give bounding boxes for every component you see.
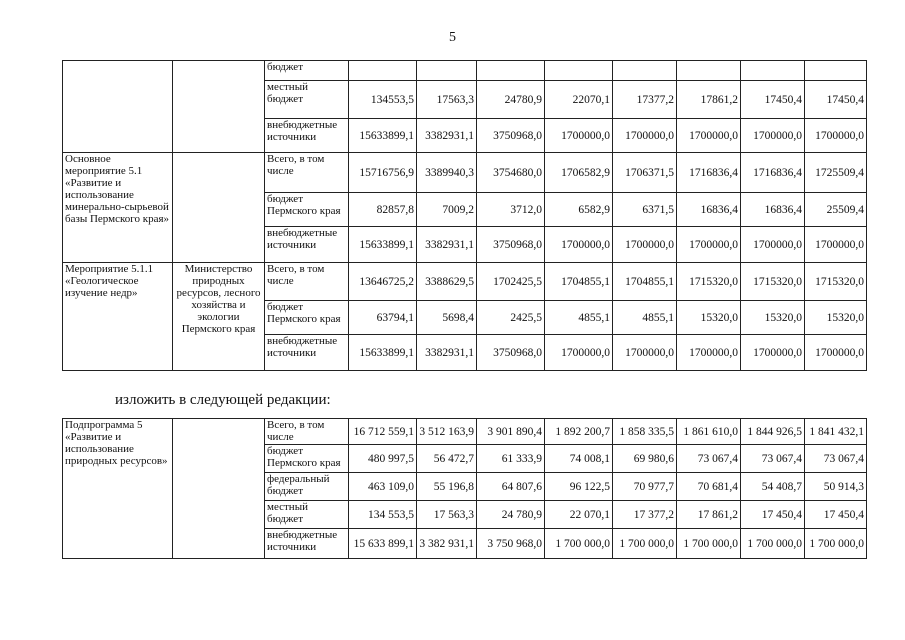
- amount-cell: 61 333,9: [477, 445, 545, 473]
- amount-cell: 1704855,1: [545, 263, 613, 301]
- amount-cell: 1700000,0: [741, 335, 805, 371]
- funding-source-cell: местный бюджет: [265, 501, 349, 529]
- amount-cell: 3382931,1: [417, 119, 477, 153]
- amount-cell: [805, 61, 867, 81]
- amount-cell: 6371,5: [613, 193, 677, 227]
- activity-name-cell: Мероприятие 5.1.1 «Геологическое изучение недр»: [63, 263, 173, 371]
- table-row: [63, 419, 867, 445]
- amount-cell: 13646725,2: [349, 263, 417, 301]
- amount-cell: 24780,9: [477, 81, 545, 119]
- amount-cell: 17450,4: [805, 81, 867, 119]
- amount-cell: 69 980,6: [613, 445, 677, 473]
- amount-cell: 25509,4: [805, 193, 867, 227]
- amount-cell: 1 844 926,5: [741, 419, 805, 445]
- amount-cell: 1715320,0: [805, 263, 867, 301]
- amount-cell: 22 070,1: [545, 501, 613, 529]
- amount-cell: 1716836,4: [677, 153, 741, 193]
- amount-cell: 17 450,4: [805, 501, 867, 529]
- amount-cell: 17 377,2: [613, 501, 677, 529]
- amount-cell: 1725509,4: [805, 153, 867, 193]
- budget-table-new: [62, 418, 867, 559]
- amount-cell: 1700000,0: [677, 335, 741, 371]
- amount-cell: 1700000,0: [741, 119, 805, 153]
- amount-cell: 1715320,0: [677, 263, 741, 301]
- amount-cell: 1702425,5: [477, 263, 545, 301]
- amount-cell: 3382931,1: [417, 227, 477, 263]
- activity-name-cell: Основное мероприятие 5.1 «Развитие и использование минерально-сырьевой базы Пермского края»: [63, 153, 173, 263]
- table-row: [63, 263, 867, 301]
- amount-cell: 134 553,5: [349, 501, 417, 529]
- amount-cell: 1715320,0: [741, 263, 805, 301]
- amount-cell: 22070,1: [545, 81, 613, 119]
- funding-source-cell: внебюджетные источники: [265, 119, 349, 153]
- amount-cell: 82857,8: [349, 193, 417, 227]
- amount-cell: 17563,3: [417, 81, 477, 119]
- amount-cell: 3382931,1: [417, 335, 477, 371]
- funding-source-cell: внебюджетные источники: [265, 529, 349, 559]
- subprogram-name-cell: Подпрограмма 5 «Развитие и использование природных ресурсов»: [63, 419, 173, 559]
- amount-cell: 2425,5: [477, 301, 545, 335]
- amount-cell: 15716756,9: [349, 153, 417, 193]
- amount-cell: 7009,2: [417, 193, 477, 227]
- amount-cell: 3750968,0: [477, 119, 545, 153]
- amount-cell: 15320,0: [677, 301, 741, 335]
- amount-cell: 1 700 000,0: [805, 529, 867, 559]
- amount-cell: 70 681,4: [677, 473, 741, 501]
- amount-cell: 54 408,7: [741, 473, 805, 501]
- amount-cell: [677, 61, 741, 81]
- amount-cell: 463 109,0: [349, 473, 417, 501]
- amount-cell: 480 997,5: [349, 445, 417, 473]
- amount-cell: 1700000,0: [805, 119, 867, 153]
- amount-cell: 1 700 000,0: [741, 529, 805, 559]
- amount-cell: 17377,2: [613, 81, 677, 119]
- table-row: [63, 61, 867, 81]
- amount-cell: 74 008,1: [545, 445, 613, 473]
- amount-cell: 15320,0: [741, 301, 805, 335]
- table-row: [63, 153, 867, 193]
- amount-cell: 1 700 000,0: [613, 529, 677, 559]
- funding-source-cell: местный бюджет: [265, 81, 349, 119]
- amount-cell: [741, 61, 805, 81]
- amount-cell: 17 861,2: [677, 501, 741, 529]
- funding-source-cell: Всего, в том числе: [265, 153, 349, 193]
- amount-cell: 5698,4: [417, 301, 477, 335]
- amount-cell: 1700000,0: [545, 227, 613, 263]
- edit-instruction: изложить в следующей редакции:: [115, 392, 331, 408]
- funding-source-cell: бюджет: [265, 61, 349, 81]
- amount-cell: 1700000,0: [741, 227, 805, 263]
- amount-cell: 50 914,3: [805, 473, 867, 501]
- amount-cell: 3750968,0: [477, 335, 545, 371]
- amount-cell: [545, 61, 613, 81]
- amount-cell: 3 750 968,0: [477, 529, 545, 559]
- page-number: 5: [449, 30, 456, 45]
- amount-cell: 1700000,0: [677, 227, 741, 263]
- amount-cell: 3712,0: [477, 193, 545, 227]
- executor-cell: [173, 153, 265, 263]
- funding-source-cell: бюджет Пермского края: [265, 301, 349, 335]
- amount-cell: 55 196,8: [417, 473, 477, 501]
- amount-cell: 1704855,1: [613, 263, 677, 301]
- executor-cell: [173, 419, 265, 559]
- amount-cell: 17 450,4: [741, 501, 805, 529]
- amount-cell: 4855,1: [545, 301, 613, 335]
- funding-source-cell: внебюджетные источники: [265, 335, 349, 371]
- funding-source-cell: Всего, в том числе: [265, 419, 349, 445]
- amount-cell: 1700000,0: [613, 335, 677, 371]
- amount-cell: 15633899,1: [349, 335, 417, 371]
- amount-cell: 56 472,7: [417, 445, 477, 473]
- amount-cell: 1706371,5: [613, 153, 677, 193]
- amount-cell: 1700000,0: [805, 227, 867, 263]
- amount-cell: 1700000,0: [545, 335, 613, 371]
- amount-cell: 96 122,5: [545, 473, 613, 501]
- amount-cell: 63794,1: [349, 301, 417, 335]
- budget-table-old: [62, 60, 867, 371]
- amount-cell: 70 977,7: [613, 473, 677, 501]
- amount-cell: 3 382 931,1: [417, 529, 477, 559]
- amount-cell: 17861,2: [677, 81, 741, 119]
- amount-cell: [349, 61, 417, 81]
- amount-cell: 17 563,3: [417, 501, 477, 529]
- amount-cell: 1 858 335,5: [613, 419, 677, 445]
- amount-cell: 15 633 899,1: [349, 529, 417, 559]
- amount-cell: 134553,5: [349, 81, 417, 119]
- amount-cell: 3754680,0: [477, 153, 545, 193]
- amount-cell: 1706582,9: [545, 153, 613, 193]
- amount-cell: 3750968,0: [477, 227, 545, 263]
- amount-cell: 1700000,0: [613, 119, 677, 153]
- amount-cell: 1716836,4: [741, 153, 805, 193]
- amount-cell: 73 067,4: [741, 445, 805, 473]
- amount-cell: 3 901 890,4: [477, 419, 545, 445]
- amount-cell: [477, 61, 545, 81]
- amount-cell: 15633899,1: [349, 119, 417, 153]
- amount-cell: 1 700 000,0: [677, 529, 741, 559]
- executor-cell: Министерство природных ресурсов, лесного хозяйства и экологии Пермского края: [173, 263, 265, 371]
- amount-cell: 3389940,3: [417, 153, 477, 193]
- amount-cell: 1700000,0: [677, 119, 741, 153]
- amount-cell: 24 780,9: [477, 501, 545, 529]
- funding-source-cell: бюджет Пермского края: [265, 445, 349, 473]
- amount-cell: 3 512 163,9: [417, 419, 477, 445]
- funding-source-cell: бюджет Пермского края: [265, 193, 349, 227]
- amount-cell: 4855,1: [613, 301, 677, 335]
- amount-cell: [613, 61, 677, 81]
- amount-cell: 6582,9: [545, 193, 613, 227]
- amount-cell: 1 861 610,0: [677, 419, 741, 445]
- amount-cell: 16836,4: [741, 193, 805, 227]
- amount-cell: 3388629,5: [417, 263, 477, 301]
- amount-cell: 17450,4: [741, 81, 805, 119]
- amount-cell: 1700000,0: [545, 119, 613, 153]
- amount-cell: 73 067,4: [805, 445, 867, 473]
- amount-cell: 15633899,1: [349, 227, 417, 263]
- activity-name-cell: [63, 61, 173, 153]
- funding-source-cell: внебюджетные источники: [265, 227, 349, 263]
- funding-source-cell: Всего, в том числе: [265, 263, 349, 301]
- amount-cell: 1 700 000,0: [545, 529, 613, 559]
- amount-cell: 1 892 200,7: [545, 419, 613, 445]
- amount-cell: 64 807,6: [477, 473, 545, 501]
- executor-cell: [173, 61, 265, 153]
- amount-cell: 1700000,0: [613, 227, 677, 263]
- funding-source-cell: федеральный бюджет: [265, 473, 349, 501]
- amount-cell: 16836,4: [677, 193, 741, 227]
- amount-cell: 73 067,4: [677, 445, 741, 473]
- amount-cell: [417, 61, 477, 81]
- amount-cell: 16 712 559,1: [349, 419, 417, 445]
- amount-cell: 15320,0: [805, 301, 867, 335]
- amount-cell: 1 841 432,1: [805, 419, 867, 445]
- amount-cell: 1700000,0: [805, 335, 867, 371]
